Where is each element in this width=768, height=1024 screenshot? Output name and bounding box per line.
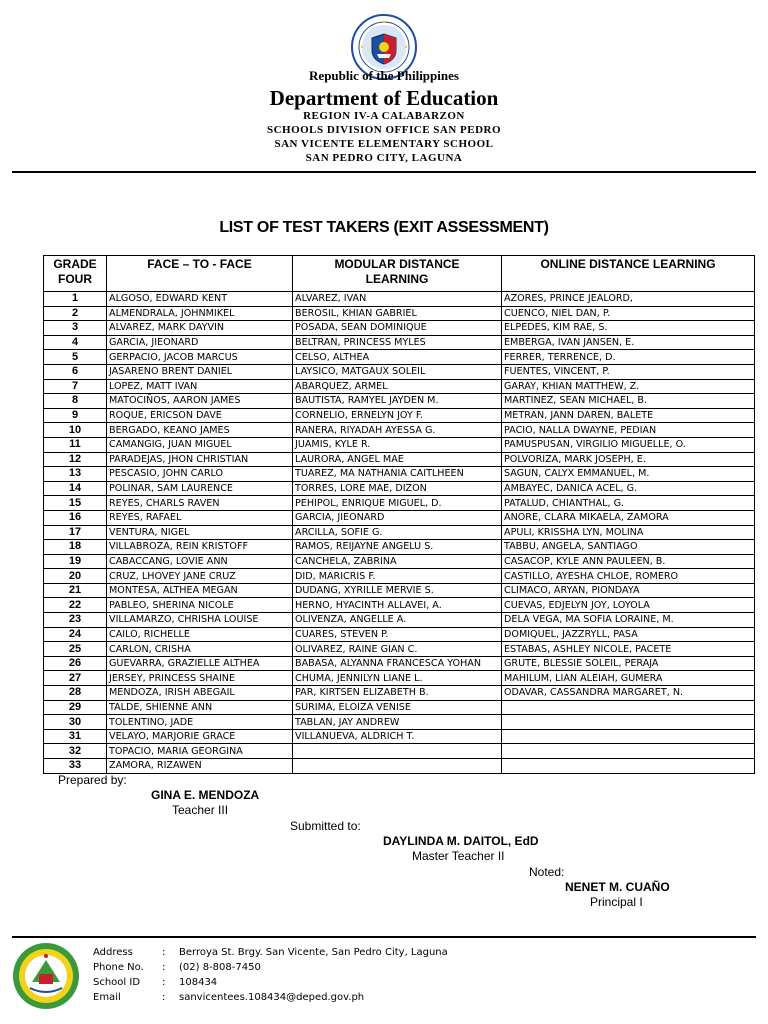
modular-learner-name: LAYSICO, MATGAUX SOLEIL	[293, 364, 502, 379]
test-takers-table	[43, 255, 755, 774]
online-learner-name	[502, 744, 755, 759]
online-learner-name: FERRER, TERRENCE, D.	[502, 350, 755, 365]
face-to-face-name: JERSEY, PRINCESS SHAINE	[107, 671, 293, 686]
table-row	[44, 642, 755, 657]
table-row	[44, 335, 755, 350]
row-number: 20	[44, 569, 107, 584]
noted-by-name: NENET M. CUAÑO	[565, 880, 670, 894]
row-number: 25	[44, 642, 107, 657]
table-row	[44, 744, 755, 759]
modular-learner-name: PAR, KIRTSEN ELIZABETH B.	[293, 686, 502, 701]
contact-value: sanvicentees.108434@deped.gov.ph	[179, 992, 365, 1003]
modular-learner-name: RAMOS, REIJAYNE ANGELU S.	[293, 540, 502, 555]
face-to-face-name: REYES, CHARLS RAVEN	[107, 496, 293, 511]
table-row	[44, 525, 755, 540]
modular-learner-name: CUARES, STEVEN P.	[293, 627, 502, 642]
modular-learner-name: JUAMIS, KYLE R.	[293, 437, 502, 452]
modular-learner-name	[293, 759, 502, 774]
table-row	[44, 569, 755, 584]
header-online-distance-learning: ONLINE DISTANCE LEARNING	[502, 256, 755, 292]
contact-row	[93, 962, 261, 973]
row-number: 15	[44, 496, 107, 511]
contact-label: School ID	[93, 977, 141, 988]
contact-label: Phone No.	[93, 962, 144, 973]
modular-learner-name: DID, MARICRIS F.	[293, 569, 502, 584]
school-line: SAN VICENTE ELEMENTARY SCHOOL	[274, 138, 494, 150]
table-row	[44, 700, 755, 715]
face-to-face-name: CARLON, CRISHA	[107, 642, 293, 657]
row-number: 19	[44, 554, 107, 569]
modular-learner-name: BELTRAN, PRINCESS MYLES	[293, 335, 502, 350]
online-learner-name: DELA VEGA, MA SOFIA LORAINE, M.	[502, 613, 755, 628]
face-to-face-name: BERGADO, KEANO JAMES	[107, 423, 293, 438]
row-number: 10	[44, 423, 107, 438]
contact-label: Address	[93, 947, 133, 958]
online-learner-name: PAMUSPUSAN, VIRGILIO MIGUELLE, O.	[502, 437, 755, 452]
online-learner-name: FUENTES, VINCENT, P.	[502, 364, 755, 379]
face-to-face-name: TOPACIO, MARIA GEORGINA	[107, 744, 293, 759]
contact-value: Berroya St. Brgy. San Vicente, San Pedro City, Laguna	[179, 947, 448, 958]
row-number: 11	[44, 437, 107, 452]
division-line: SCHOOLS DIVISION OFFICE SAN PEDRO	[266, 124, 502, 136]
face-to-face-name: VELAYO, MARJORIE GRACE	[107, 729, 293, 744]
row-number: 5	[44, 350, 107, 365]
header-grade-four: GRADE FOUR	[44, 256, 107, 292]
table-row	[44, 715, 755, 730]
row-number: 32	[44, 744, 107, 759]
row-number: 27	[44, 671, 107, 686]
modular-learner-name: TABLAN, JAY ANDREW	[293, 715, 502, 730]
department-heading: Department of Education	[269, 86, 499, 110]
table-row	[44, 496, 755, 511]
modular-learner-name: CHUMA, JENNILYN LIANE L.	[293, 671, 502, 686]
table-row	[44, 686, 755, 701]
table-row	[44, 394, 755, 409]
online-learner-name: ELPEDES, KIM RAE, S.	[502, 321, 755, 336]
noted-by-title: Principal I	[590, 895, 643, 909]
table-row	[44, 481, 755, 496]
row-number: 17	[44, 525, 107, 540]
table-row	[44, 364, 755, 379]
online-learner-name: POLVORIZA, MARK JOSEPH, E.	[502, 452, 755, 467]
modular-learner-name: DUDANG, XYRILLE MERVIE S.	[293, 583, 502, 598]
row-number: 18	[44, 540, 107, 555]
online-learner-name: ODAVAR, CASSANDRA MARGARET, N.	[502, 686, 755, 701]
submitted-to-label: Submitted to:	[290, 819, 361, 833]
table-row	[44, 613, 755, 628]
online-learner-name: MARTINEZ, SEAN MICHAEL, B.	[502, 394, 755, 409]
table-row	[44, 656, 755, 671]
online-learner-name: METRAN, JANN DAREN, BALETE	[502, 408, 755, 423]
online-learner-name: DOMIQUEL, JAZZRYLL, PASA	[502, 627, 755, 642]
face-to-face-name: GERPACIO, JACOB MARCUS	[107, 350, 293, 365]
table-row	[44, 423, 755, 438]
table-row	[44, 379, 755, 394]
table-row	[44, 292, 755, 307]
header-divider	[12, 171, 756, 173]
modular-learner-name: RANERA, RIYADAH AYESSA G.	[293, 423, 502, 438]
online-learner-name: CLIMACO, ARYAN, PIONDAYA	[502, 583, 755, 598]
row-number: 23	[44, 613, 107, 628]
online-learner-name: ESTABAS, ASHLEY NICOLE, PACETE	[502, 642, 755, 657]
face-to-face-name: CABACCANG, LOVIE ANN	[107, 554, 293, 569]
face-to-face-name: ALGOSO, EDWARD KENT	[107, 292, 293, 307]
face-to-face-name: ZAMORA, RIZAWEN	[107, 759, 293, 774]
contact-separator: :	[162, 977, 166, 988]
face-to-face-name: VENTURA, NIGEL	[107, 525, 293, 540]
online-learner-name: MAHILUM, LIAN ALEIAH, GUMERA	[502, 671, 755, 686]
face-to-face-name: ALMENDRALA, JOHNMIKEL	[107, 306, 293, 321]
document-title: LIST OF TEST TAKERS (EXIT ASSESSMENT)	[219, 219, 549, 236]
row-number: 8	[44, 394, 107, 409]
republic-heading: Republic of the Philippines	[309, 68, 459, 83]
online-learner-name: CUENCO, NIEL DAN, P.	[502, 306, 755, 321]
row-number: 1	[44, 292, 107, 307]
online-learner-name	[502, 700, 755, 715]
contact-value: 108434	[179, 977, 218, 988]
face-to-face-name: TOLENTINO, JADE	[107, 715, 293, 730]
row-number: 22	[44, 598, 107, 613]
face-to-face-name: GARCIA, JIEONARD	[107, 335, 293, 350]
table-row	[44, 759, 755, 774]
face-to-face-name: REYES, RAFAEL	[107, 510, 293, 525]
row-number: 30	[44, 715, 107, 730]
contact-row	[93, 947, 448, 958]
face-to-face-name: POLINAR, SAM LAURENCE	[107, 481, 293, 496]
modular-learner-name: POSADA, SEAN DOMINIQUE	[293, 321, 502, 336]
online-learner-name: EMBERGA, IVAN JANSEN, E.	[502, 335, 755, 350]
online-learner-name: GRUTE, BLESSIE SOLEIL, PERAJA	[502, 656, 755, 671]
city-line: SAN PEDRO CITY, LAGUNA	[305, 152, 463, 164]
school-logo	[12, 942, 80, 1010]
row-number: 14	[44, 481, 107, 496]
prepared-by-name: GINA E. MENDOZA	[151, 788, 260, 802]
online-learner-name: TABBU, ANGELA, SANTIAGO	[502, 540, 755, 555]
row-number: 33	[44, 759, 107, 774]
face-to-face-name: JASARENO BRENT DANIEL	[107, 364, 293, 379]
row-number: 21	[44, 583, 107, 598]
modular-learner-name: GARCIA, JIEONARD	[293, 510, 502, 525]
row-number: 29	[44, 700, 107, 715]
table-row	[44, 306, 755, 321]
face-to-face-name: CAMANGIG, JUAN MIGUEL	[107, 437, 293, 452]
face-to-face-name: PABLEO, SHERINA NICOLE	[107, 598, 293, 613]
face-to-face-name: PARADEJAS, JHON CHRISTIAN	[107, 452, 293, 467]
online-learner-name: CUEVAS, EDJELYN JOY, LOYOLA	[502, 598, 755, 613]
row-number: 2	[44, 306, 107, 321]
online-learner-name: GARAY, KHIAN MATTHEW, Z.	[502, 379, 755, 394]
table-row	[44, 350, 755, 365]
online-learner-name: PATALUD, CHIANTHAL, G.	[502, 496, 755, 511]
table-row	[44, 510, 755, 525]
footer-divider	[12, 936, 756, 938]
row-number: 9	[44, 408, 107, 423]
modular-learner-name: BABASA, ALYANNA FRANCESCA YOHAN	[293, 656, 502, 671]
modular-learner-name: VILLANUEVA, ALDRICH T.	[293, 729, 502, 744]
modular-learner-name: OLIVENZA, ANGELLE A.	[293, 613, 502, 628]
table-row	[44, 467, 755, 482]
online-learner-name: AMBAYEC, DANICA ACEL, G.	[502, 481, 755, 496]
row-number: 4	[44, 335, 107, 350]
online-learner-name: AZORES, PRINCE JEALORD,	[502, 292, 755, 307]
modular-learner-name: TORRES, LORE MAE, DIZON	[293, 481, 502, 496]
modular-learner-name: ALVAREZ, IVAN	[293, 292, 502, 307]
row-number: 28	[44, 686, 107, 701]
table-row	[44, 598, 755, 613]
online-learner-name: PACIO, NALLA DWAYNE, PEDIAN	[502, 423, 755, 438]
row-number: 31	[44, 729, 107, 744]
online-learner-name: SAGUN, CALYX EMMANUEL, M.	[502, 467, 755, 482]
face-to-face-name: PESCASIO, JOHN CARLO	[107, 467, 293, 482]
submitted-to-title: Master Teacher II	[412, 849, 505, 863]
modular-learner-name: PEHIPOL, ENRIQUE MIGUEL, D.	[293, 496, 502, 511]
online-learner-name	[502, 715, 755, 730]
prepared-by-title: Teacher III	[172, 803, 229, 817]
face-to-face-name: TALDE, SHIENNE ANN	[107, 700, 293, 715]
face-to-face-name: MENDOZA, IRISH ABEGAIL	[107, 686, 293, 701]
table-row	[44, 408, 755, 423]
table-row	[44, 540, 755, 555]
contact-row	[93, 977, 217, 988]
table-header-row	[44, 256, 755, 292]
table-row	[44, 437, 755, 452]
contact-separator: :	[162, 947, 166, 958]
table-row	[44, 321, 755, 336]
contact-separator: :	[162, 992, 166, 1003]
table-row	[44, 729, 755, 744]
modular-learner-name: LAURORA, ANGEL MAE	[293, 452, 502, 467]
online-learner-name	[502, 729, 755, 744]
row-number: 7	[44, 379, 107, 394]
row-number: 3	[44, 321, 107, 336]
online-learner-name: ANORE, CLARA MIKAELA, ZAMORA	[502, 510, 755, 525]
face-to-face-name: ROQUE, ERICSON DAVE	[107, 408, 293, 423]
face-to-face-name: ALVAREZ, MARK DAYVIN	[107, 321, 293, 336]
region-line: REGION IV-A CALABARZON	[303, 110, 465, 122]
table-row	[44, 583, 755, 598]
face-to-face-name: MONTESA, ALTHEA MEGAN	[107, 583, 293, 598]
modular-learner-name: CANCHELA, ZABRINA	[293, 554, 502, 569]
row-number: 12	[44, 452, 107, 467]
contact-row	[93, 992, 364, 1003]
row-number: 26	[44, 656, 107, 671]
modular-learner-name: CORNELIO, ERNELYN JOY F.	[293, 408, 502, 423]
face-to-face-name: CRUZ, LHOVEY JANE CRUZ	[107, 569, 293, 584]
row-number: 6	[44, 364, 107, 379]
face-to-face-name: CAILO, RICHELLE	[107, 627, 293, 642]
row-number: 24	[44, 627, 107, 642]
contact-value: (02) 8-808-7450	[179, 962, 261, 973]
prepared-by-label: Prepared by:	[58, 773, 127, 787]
modular-learner-name: HERNO, HYACINTH ALLAVEI, A.	[293, 598, 502, 613]
modular-learner-name: CELSO, ALTHEA	[293, 350, 502, 365]
modular-learner-name: SURIMA, ELOIZA VENISE	[293, 700, 502, 715]
face-to-face-name: MATOCIÑOS, AARON JAMES	[107, 394, 293, 409]
row-number: 13	[44, 467, 107, 482]
row-number: 16	[44, 510, 107, 525]
submitted-to-name: DAYLINDA M. DAITOL, EdD	[383, 834, 539, 848]
face-to-face-name: GUEVARRA, GRAZIELLE ALTHEA	[107, 656, 293, 671]
contact-separator: :	[162, 962, 166, 973]
modular-learner-name: BEROSIL, KHIAN GABRIEL	[293, 306, 502, 321]
face-to-face-name: VILLAMARZO, CHRISHA LOUISE	[107, 613, 293, 628]
contact-label: Email	[93, 992, 121, 1003]
online-learner-name	[502, 759, 755, 774]
modular-learner-name: ARCILLA, SOFIE G.	[293, 525, 502, 540]
noted-label: Noted:	[529, 865, 565, 879]
header-modular-distance-learning: MODULAR DISTANCE LEARNING	[293, 256, 502, 292]
online-learner-name: APULI, KRISSHA LYN, MOLINA	[502, 525, 755, 540]
face-to-face-name: VILLABROZA, REIN KRISTOFF	[107, 540, 293, 555]
modular-learner-name: TUAREZ, MA NATHANIA CAITLHEEN	[293, 467, 502, 482]
modular-learner-name: ABARQUEZ, ARMEL	[293, 379, 502, 394]
modular-learner-name: BAUTISTA, RAMYEL JAYDEN M.	[293, 394, 502, 409]
header-face-to-face: FACE – TO - FACE	[107, 256, 293, 292]
face-to-face-name: LOPEZ, MATT IVAN	[107, 379, 293, 394]
table-row	[44, 671, 755, 686]
online-learner-name: CASACOP, KYLE ANN PAULEEN, B.	[502, 554, 755, 569]
table-row	[44, 627, 755, 642]
online-learner-name: CASTILLO, AYESHA CHLOE, ROMERO	[502, 569, 755, 584]
modular-learner-name	[293, 744, 502, 759]
modular-learner-name: OLIVAREZ, RAINE GIAN C.	[293, 642, 502, 657]
table-row	[44, 554, 755, 569]
table-row	[44, 452, 755, 467]
